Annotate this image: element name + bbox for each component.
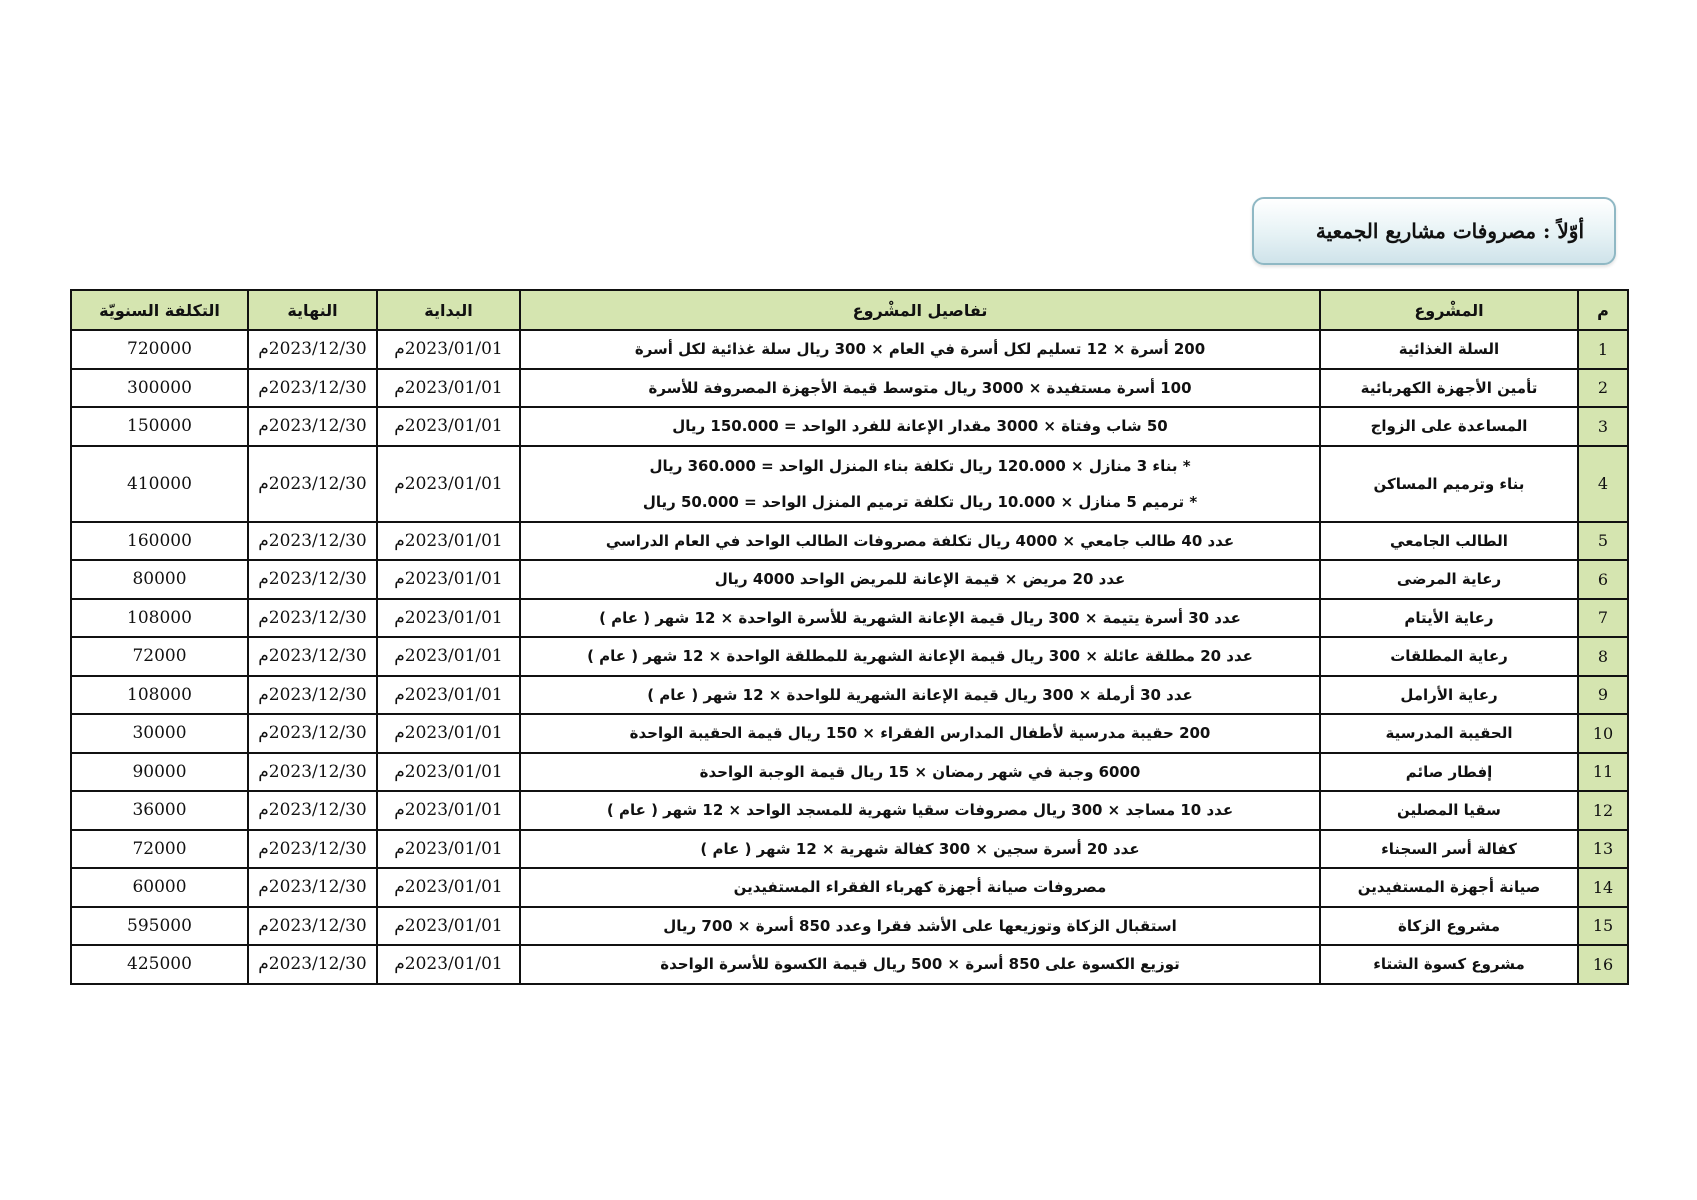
- end-date-cell: 2023/12/30م: [248, 599, 377, 638]
- project-name-cell: السلة الغذائية: [1320, 330, 1578, 369]
- start-date-cell: 2023/01/01م: [377, 599, 520, 638]
- start-date-cell: 2023/01/01م: [377, 830, 520, 869]
- project-name-cell: تأمين الأجهزة الكهربائية: [1320, 369, 1578, 408]
- table-row: [71, 330, 1628, 369]
- details-line: 6000 وجبة في شهر رمضان × 15 ريال قيمة الوجبة الواحدة: [699, 762, 1141, 781]
- row-number-cell: 10: [1578, 714, 1628, 753]
- header-num: م: [1578, 290, 1628, 330]
- start-date-cell: 2023/01/01م: [377, 676, 520, 715]
- table-row: [71, 791, 1628, 830]
- table-row: [71, 907, 1628, 946]
- project-name-cell: مشروع كسوة الشتاء: [1320, 945, 1578, 984]
- project-details-cell: [520, 714, 1320, 753]
- project-details-cell: [520, 907, 1320, 946]
- row-number-cell: 12: [1578, 791, 1628, 830]
- details-line: عدد 20 مطلقة عائلة × 300 ريال قيمة الإعانة الشهرية للمطلقة الواحدة × 12 شهر ( عام ): [587, 647, 1253, 666]
- annual-cost-cell: 410000: [71, 446, 248, 522]
- end-date-cell: 2023/12/30م: [248, 830, 377, 869]
- project-name-cell: بناء وترميم المساكن: [1320, 446, 1578, 522]
- details-line: * ترميم 5 منازل × 10.000 ريال تكلفة ترميم المنزل الواحد = 50.000 ريال: [642, 492, 1198, 511]
- row-number-cell: 1: [1578, 330, 1628, 369]
- project-name-cell: المساعدة على الزواج: [1320, 407, 1578, 446]
- details-line: عدد 40 طالب جامعي × 4000 ريال تكلفة مصروفات الطالب الواحد في العام الدراسي: [605, 531, 1235, 550]
- details-line: عدد 30 أرملة × 300 ريال قيمة الإعانة الشهرية للواحدة × 12 شهر ( عام ): [647, 685, 1193, 704]
- start-date-cell: 2023/01/01م: [377, 560, 520, 599]
- project-details-cell: [520, 330, 1320, 369]
- start-date-cell: 2023/01/01م: [377, 945, 520, 984]
- row-number-cell: 9: [1578, 676, 1628, 715]
- end-date-cell: 2023/12/30م: [248, 676, 377, 715]
- details-line: عدد 10 مساجد × 300 ريال مصروفات سقيا شهرية للمسجد الواحد × 12 شهر ( عام ): [606, 801, 1234, 820]
- project-name-cell: الطالب الجامعي: [1320, 522, 1578, 561]
- end-date-cell: 2023/12/30م: [248, 907, 377, 946]
- details-line: * بناء 3 منازل × 120.000 ريال تكلفة بناء المنزل الواحد = 360.000 ريال: [649, 456, 1191, 475]
- annual-cost-cell: 108000: [71, 676, 248, 715]
- row-number-cell: 11: [1578, 753, 1628, 792]
- row-number-cell: 2: [1578, 369, 1628, 408]
- table-row: [71, 560, 1628, 599]
- section-title: أوّلاً : مصروفات مشاريع الجمعية: [1315, 219, 1584, 243]
- end-date-cell: 2023/12/30م: [248, 446, 377, 522]
- details-line: عدد 30 أسرة يتيمة × 300 ريال قيمة الإعانة الشهرية للأسرة الواحدة × 12 شهر ( عام ): [599, 608, 1241, 627]
- start-date-cell: 2023/01/01م: [377, 446, 520, 522]
- end-date-cell: 2023/12/30م: [248, 753, 377, 792]
- project-details-cell: [520, 830, 1320, 869]
- table-row: [71, 522, 1628, 561]
- details-line: مصروفات صيانة أجهزة كهرباء الفقراء المستفيدين: [733, 878, 1107, 897]
- start-date-cell: 2023/01/01م: [377, 407, 520, 446]
- table-row: [71, 446, 1628, 522]
- row-number-cell: 8: [1578, 637, 1628, 676]
- project-details-cell: [520, 676, 1320, 715]
- project-name-cell: رعاية المطلقات: [1320, 637, 1578, 676]
- table-row: [71, 868, 1628, 907]
- project-details-cell: [520, 599, 1320, 638]
- project-name-cell: رعاية الأرامل: [1320, 676, 1578, 715]
- annual-cost-cell: 720000: [71, 330, 248, 369]
- details-line: 50 شاب وفتاة × 3000 مقدار الإعانة للفرد الواحد = 150.000 ريال: [672, 417, 1168, 436]
- end-date-cell: 2023/12/30م: [248, 714, 377, 753]
- table-row: [71, 599, 1628, 638]
- details-line: استقبال الزكاة وتوزيعها على الأشد فقرا وعدد 850 أسرة × 700 ريال: [663, 916, 1177, 935]
- annual-cost-cell: 60000: [71, 868, 248, 907]
- start-date-cell: 2023/01/01م: [377, 868, 520, 907]
- annual-cost-cell: 72000: [71, 830, 248, 869]
- details-line: توزيع الكسوة على 850 أسرة × 500 ريال قيمة الكسوة للأسرة الواحدة: [660, 955, 1180, 974]
- annual-cost-cell: 80000: [71, 560, 248, 599]
- row-number-cell: 16: [1578, 945, 1628, 984]
- table-body: [71, 330, 1628, 984]
- section-heading-box: [1252, 197, 1616, 265]
- row-number-cell: 14: [1578, 868, 1628, 907]
- header-start: البداية: [377, 290, 520, 330]
- end-date-cell: 2023/12/30م: [248, 637, 377, 676]
- row-number-cell: 4: [1578, 446, 1628, 522]
- row-number-cell: 5: [1578, 522, 1628, 561]
- row-number-cell: 7: [1578, 599, 1628, 638]
- project-details-cell: [520, 868, 1320, 907]
- project-name-cell: مشروع الزكاة: [1320, 907, 1578, 946]
- project-name-cell: كفالة أسر السجناء: [1320, 830, 1578, 869]
- end-date-cell: 2023/12/30م: [248, 522, 377, 561]
- project-details-cell: [520, 945, 1320, 984]
- projects-expenses-table: [70, 289, 1629, 985]
- end-date-cell: 2023/12/30م: [248, 945, 377, 984]
- start-date-cell: 2023/01/01م: [377, 369, 520, 408]
- annual-cost-cell: 72000: [71, 637, 248, 676]
- row-number-cell: 6: [1578, 560, 1628, 599]
- table-row: [71, 714, 1628, 753]
- project-details-cell: [520, 407, 1320, 446]
- details-line: عدد 20 مريض × قيمة الإعانة للمريض الواحد 4000 ريال: [714, 570, 1126, 589]
- start-date-cell: 2023/01/01م: [377, 330, 520, 369]
- annual-cost-cell: 425000: [71, 945, 248, 984]
- project-name-cell: إفطار صائم: [1320, 753, 1578, 792]
- row-number-cell: 15: [1578, 907, 1628, 946]
- project-details-cell: [520, 791, 1320, 830]
- table-row: [71, 753, 1628, 792]
- project-name-cell: رعاية المرضى: [1320, 560, 1578, 599]
- start-date-cell: 2023/01/01م: [377, 907, 520, 946]
- end-date-cell: 2023/12/30م: [248, 330, 377, 369]
- project-details-cell: [520, 753, 1320, 792]
- annual-cost-cell: 150000: [71, 407, 248, 446]
- details-line: عدد 20 أسرة سجين × 300 كفالة شهرية × 12 شهر ( عام ): [700, 839, 1140, 858]
- table-row: [71, 407, 1628, 446]
- end-date-cell: 2023/12/30م: [248, 791, 377, 830]
- project-details-cell: [520, 369, 1320, 408]
- annual-cost-cell: 90000: [71, 753, 248, 792]
- row-number-cell: 13: [1578, 830, 1628, 869]
- table-row: [71, 676, 1628, 715]
- details-line: 200 أسرة × 12 تسليم لكل أسرة في العام × 300 ريال سلة غذائية لكل أسرة: [634, 340, 1206, 359]
- header-details: تفاصيل المشْروع: [520, 290, 1320, 330]
- project-name-cell: سقيا المصلين: [1320, 791, 1578, 830]
- end-date-cell: 2023/12/30م: [248, 369, 377, 408]
- annual-cost-cell: 160000: [71, 522, 248, 561]
- start-date-cell: 2023/01/01م: [377, 791, 520, 830]
- annual-cost-cell: 595000: [71, 907, 248, 946]
- project-details-cell: [520, 560, 1320, 599]
- details-line: 100 أسرة مستفيدة × 3000 ريال متوسط قيمة الأجهزة المصروفة للأسرة: [648, 378, 1192, 397]
- annual-cost-cell: 300000: [71, 369, 248, 408]
- annual-cost-cell: 30000: [71, 714, 248, 753]
- project-name-cell: صيانة أجهزة المستفيدين: [1320, 868, 1578, 907]
- end-date-cell: 2023/12/30م: [248, 560, 377, 599]
- table-row: [71, 830, 1628, 869]
- end-date-cell: 2023/12/30م: [248, 407, 377, 446]
- start-date-cell: 2023/01/01م: [377, 522, 520, 561]
- annual-cost-cell: 108000: [71, 599, 248, 638]
- row-number-cell: 3: [1578, 407, 1628, 446]
- start-date-cell: 2023/01/01م: [377, 714, 520, 753]
- table-row: [71, 369, 1628, 408]
- project-name-cell: رعاية الأيتام: [1320, 599, 1578, 638]
- annual-cost-cell: 36000: [71, 791, 248, 830]
- project-details-cell: [520, 637, 1320, 676]
- end-date-cell: 2023/12/30م: [248, 868, 377, 907]
- details-line: 200 حقيبة مدرسية لأطفال المدارس الفقراء × 150 ريال قيمة الحقيبة الواحدة: [629, 724, 1211, 743]
- start-date-cell: 2023/01/01م: [377, 753, 520, 792]
- table-header-row: [71, 290, 1628, 330]
- project-details-cell: [520, 446, 1320, 522]
- start-date-cell: 2023/01/01م: [377, 637, 520, 676]
- header-project: المشْروع: [1320, 290, 1578, 330]
- table-row: [71, 637, 1628, 676]
- project-name-cell: الحقيبة المدرسية: [1320, 714, 1578, 753]
- table-row: [71, 945, 1628, 984]
- project-details-cell: [520, 522, 1320, 561]
- header-cost: التكلفة السنويّة: [71, 290, 248, 330]
- header-end: النهاية: [248, 290, 377, 330]
